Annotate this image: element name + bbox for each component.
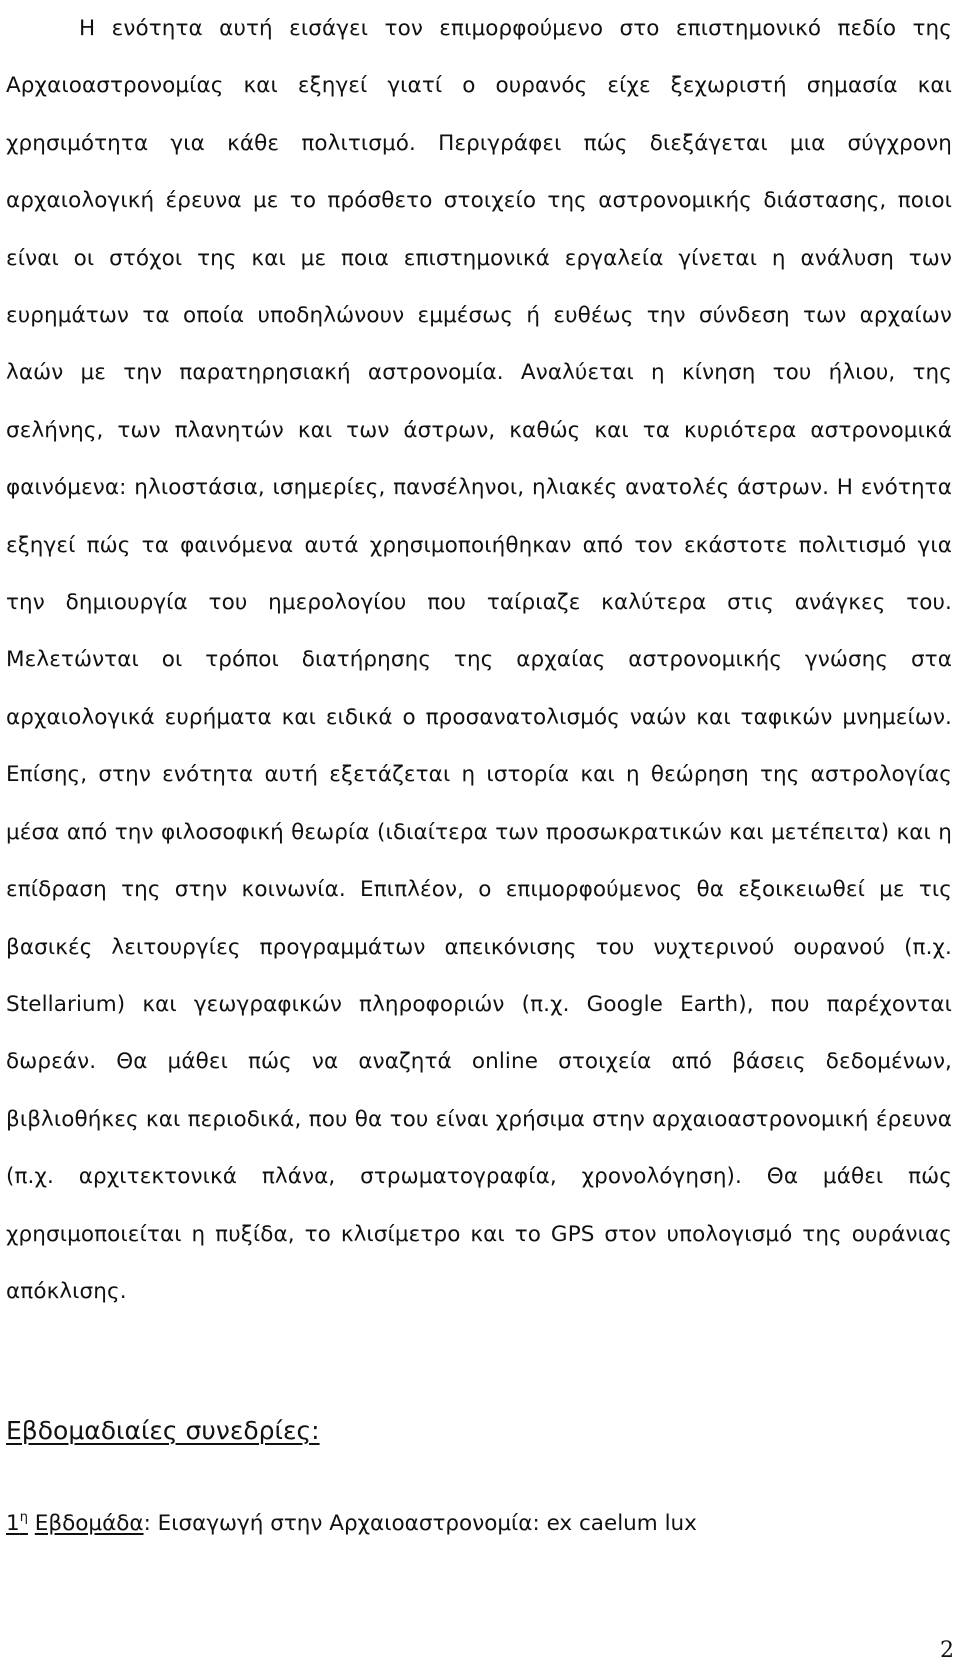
week-number-digit: 1: [6, 1511, 20, 1536]
week-number: [6, 1511, 28, 1536]
weekly-sessions-heading: Εβδομαδιαίες συνεδρίες:: [6, 1416, 320, 1445]
week-number-suffix: η: [19, 1510, 28, 1525]
week-title: Εισαγωγή στην Αρχαιοαστρονομία: ex caelum lux: [150, 1511, 697, 1536]
page-number: 2: [940, 1638, 954, 1663]
week-1-line: [6, 1510, 697, 1536]
week-label: Εβδομάδα: [34, 1511, 144, 1536]
week-separator: :: [143, 1511, 151, 1536]
intro-paragraph: Η ενότητα αυτή εισάγει τον επιμορφούμενο στο επιστημονικό πεδίο της Αρχαιοαστρονομίας και εξηγεί γιατί ο ουρανός είχε ξεχωριστή σημασία και χρησιμότητα για κάθε πολιτισμό. Περιγράφει πώς διεξάγεται μια σύγχρονη αρχαιολογική έρευνα με το πρόσθετο στοιχείο της αστρονομικής διάστασης, ποιοι είναι οι στόχοι της και με ποια επιστημονικά εργαλεία γίνεται η ανάλυση των ευρημάτων τα οποία υποδηλώνουν εμμέσως ή ευθέως την σύνδεση των αρχαίων λαών με την παρατηρησιακή αστρονομία. Αναλύεται η κίνηση του ήλιου, της σελήνης, των πλανητών και των άστρων, καθώς και τα κυριότερα αστρονομικά φαινόμενα: ηλιοστάσια, ισημερίες, πανσέληνοι, ηλιακές ανατολές άστρων. Η ενότητα εξηγεί πώς τα φαινόμενα αυτά χρησιμοποιήθηκαν από τον εκάστοτε πολιτισμό για την δημιουργία του ημερολογίου που ταίριαζε καλύτερα στις ανάγκες του. Μελετώνται οι τρόποι διατήρησης της αρχαίας αστρονομικής γνώσης στα αρχαιολογικά ευρήματα και ειδικά ο προσανατολισμός ναών και ταφικών μνημείων. Επίσης, στην ενότητα αυτή εξετάζεται η ιστορία και η θεώρηση της αστρολογίας μέσα από την φιλοσοφική θεωρία (ιδιαίτερα των προσωκρατικών και μετέπειτα) και η επίδραση της στην κοινωνία. Επιπλέον, ο επιμορφούμενος θα εξοικειωθεί με τις βασικές λειτουργίες προγραμμάτων απεικόνισης του νυχτερινού ουρανού (π.χ. Stellarium) και γεωγραφικών πληροφοριών (π.χ. Google Earth), που παρέχονται δωρεάν. Θα μάθει πώς να αναζητά online στοιχεία από βάσεις δεδομένων, βιβλιοθήκες και περιοδικά, που θα του είναι χρήσιμα στην αρχαιοαστρονομική έρευνα (π.χ. αρχιτεκτονικά πλάνα, στρωματογραφία, χρονολόγηση). Θα μάθει πώς χρησιμοποιείται η πυξίδα, το κλισίμετρο και το GPS στον υπολογισμό της ουράνιας απόκλισης.: [6, 16, 952, 1304]
